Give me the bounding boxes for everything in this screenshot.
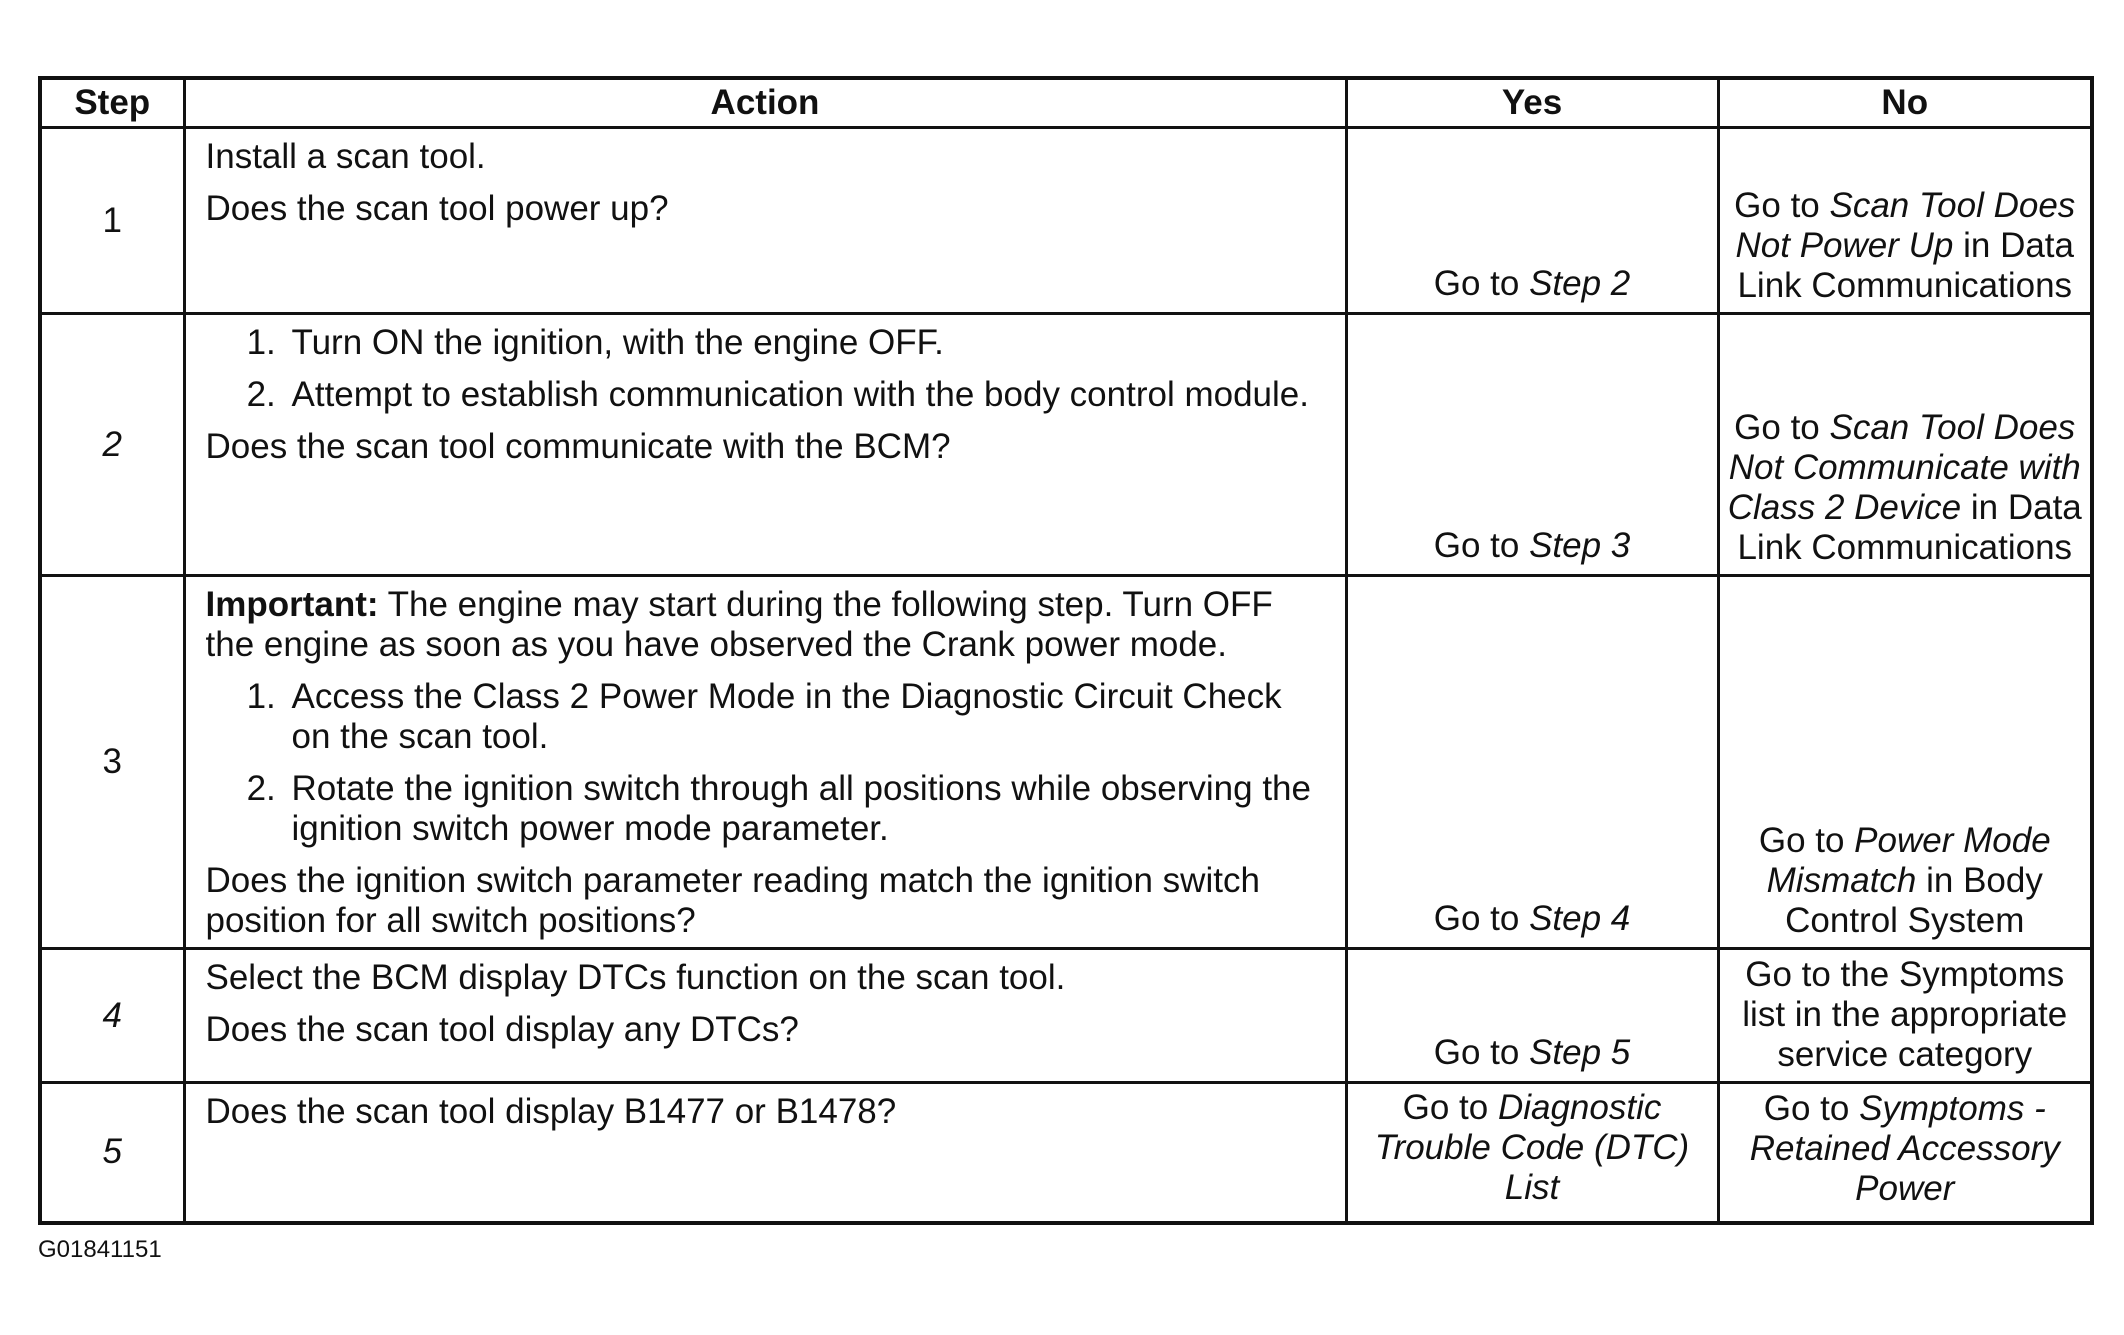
no-link[interactable]: Power Mode Mismatch (1766, 821, 2051, 900)
important-note (206, 585, 1327, 665)
yes-link-step-3[interactable]: Step 3 (1529, 526, 1631, 565)
yes-cell (1346, 576, 1718, 949)
no-link[interactable]: Scan Tool Does Not Power Up (1735, 186, 2076, 265)
action-cell (184, 576, 1346, 949)
no-prefix: Go to (1734, 186, 1830, 225)
action-question: Does the ignition switch parameter reading match the ignition switch position for all switch positions? (205, 861, 1260, 940)
no-suffix: in Data Link Communications (1737, 488, 2082, 567)
yes-cell (1346, 128, 1718, 314)
no-cell (1718, 949, 2092, 1083)
action-question: Does the scan tool power up? (205, 189, 669, 228)
step-number: 2 (40, 314, 184, 576)
yes-cell (1346, 949, 1718, 1083)
action-question: Does the scan tool display B1477 or B1478? (205, 1092, 897, 1131)
table-header-row (40, 78, 2092, 128)
header-action: Action (184, 78, 1346, 128)
header-no: No (1718, 78, 2092, 128)
no-prefix: Go to (1763, 1089, 1860, 1129)
action-cell (184, 314, 1346, 576)
action-question: Does the scan tool communicate with the BCM? (205, 427, 951, 466)
yes-prefix: Go to (1433, 899, 1530, 938)
no-cell (1718, 1083, 2092, 1223)
no-text: Go to the Symptoms list in the appropriate service category (1742, 955, 2068, 1074)
list-item: 2. Attempt to establish communication with the body control module. (286, 375, 1327, 415)
list-item: 1. Access the Class 2 Power Mode in the Diagnostic Circuit Check on the scan tool. (286, 677, 1327, 757)
yes-prefix: Go to (1433, 526, 1530, 565)
no-suffix: in Body Control System (1785, 861, 2043, 940)
step-number: 1 (40, 128, 184, 314)
header-step: Step (40, 78, 184, 128)
table-row-step-1 (40, 128, 2092, 314)
action-cell (184, 128, 1346, 314)
no-cell (1718, 314, 2092, 576)
table-row-step-5 (40, 1083, 2092, 1223)
yes-link-step-2[interactable]: Step 2 (1529, 264, 1631, 303)
list-item: 2. Rotate the ignition switch through all positions while observing the ignition switch power mode parameter. (286, 769, 1327, 849)
yes-link-step-5[interactable]: Step 5 (1529, 1033, 1631, 1072)
action-steps-list (206, 323, 1327, 415)
table-row-step-2 (40, 314, 2092, 576)
header-yes: Yes (1346, 78, 1718, 128)
step-number: 5 (40, 1083, 184, 1223)
no-cell (1718, 128, 2092, 314)
yes-link-step-4[interactable]: Step 4 (1529, 899, 1631, 938)
important-label: Important: (205, 585, 379, 624)
no-link[interactable]: Symptoms - Retained Accessory Power (1749, 1089, 2060, 1209)
important-text: The engine may start during the following step. Turn OFF the engine as soon as you have observed the Crank power mode. (205, 585, 1273, 664)
step-number: 3 (40, 576, 184, 949)
step-number: 4 (40, 949, 184, 1083)
yes-cell (1346, 1083, 1718, 1223)
action-steps-list (206, 677, 1327, 849)
yes-cell (1346, 314, 1718, 576)
no-prefix: Go to (1758, 821, 1855, 860)
figure-id: G01841151 (38, 1236, 162, 1263)
no-cell (1718, 576, 2092, 949)
action-instruction: Select the BCM display DTCs function on the scan tool. (205, 958, 1066, 997)
action-cell (184, 1083, 1346, 1223)
table-row-step-3 (40, 576, 2092, 949)
action-question: Does the scan tool display any DTCs? (205, 1010, 799, 1049)
yes-prefix: Go to (1433, 1033, 1530, 1072)
action-instruction: Install a scan tool. (205, 137, 486, 176)
list-item: 1. Turn ON the ignition, with the engine OFF. (286, 323, 1327, 363)
yes-prefix: Go to (1402, 1088, 1498, 1128)
diagnostic-table (38, 76, 2094, 1225)
no-prefix: Go to (1734, 408, 1830, 447)
yes-prefix: Go to (1433, 264, 1530, 303)
action-cell (184, 949, 1346, 1083)
no-suffix: in Data Link Communications (1737, 226, 2074, 305)
table-row-step-4 (40, 949, 2092, 1083)
yes-link-dtc-list[interactable]: Diagnostic Trouble Code (DTC) List (1374, 1088, 1690, 1208)
no-link[interactable]: Scan Tool Does Not Communicate with Class 2 Device (1727, 408, 2081, 527)
